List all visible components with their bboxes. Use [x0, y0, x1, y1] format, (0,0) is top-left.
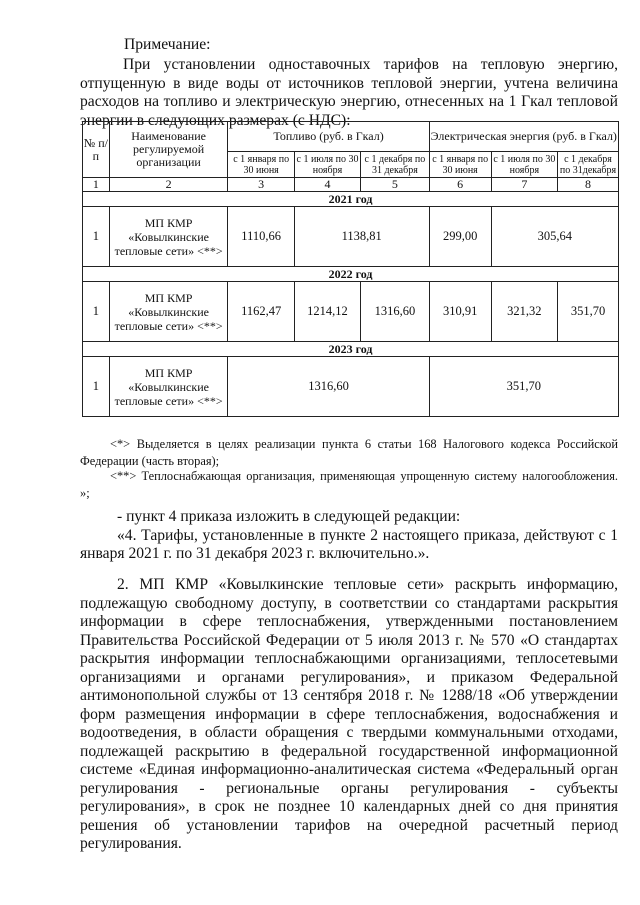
- electric-value: 310,91: [429, 282, 491, 342]
- row-number: 1: [83, 207, 110, 267]
- header-period: с 1 января по 30 июня: [429, 152, 491, 178]
- footnote-1: <*> Выделяется в целях реализации пункта 6 статьи 168 Налогового кодекса Российской Федерации (часть вторая);: [80, 437, 618, 468]
- fuel-value: 1162,47: [228, 282, 294, 342]
- org-name: МП КМР «Ковылкинские тепловые сети» <**>: [109, 357, 228, 417]
- footnote-2: <**> Теплоснабжающая организация, применяющая упрощенную систему налогообложения. »;: [80, 469, 618, 500]
- header-period: с 1 июля по 30 ноября: [491, 152, 557, 178]
- paragraph-2: 2. МП КМР «Ковылкинские тепловые сети» раскрыть информацию, подлежащую свободному доступу, в соответствии со стандартами раскрытия информации в сфере теплоснабжения, утвержденными постановлением Правительства Российской Федерации от 5 июля 2013 г. № 570 «О стандартах раскрытия информации теплоснабжающими организациями, теплосетевыми организациями и органами регулирования», и приказом Федеральной антимонопольной службы от 13 сентября 2018 г. № 1288/18 «Об утверждении форм размещения информации в сфере теплоснабжения, водоснабжения и водоотведения, в области обращения с твердыми коммунальными отходами, подлежащей раскрытию в федеральной государственной информационной системе «Единая информационно-аналитическая система «Федеральный орган регулирования - региональные органы регулирования - субъекты регулирования», в срок не позднее 10 календарных дней со дня принятия решения об установлении тарифов на очередной расчетный период регулирования.: [80, 576, 618, 852]
- row-number: 1: [83, 282, 110, 342]
- col-number: 4: [294, 178, 360, 192]
- col-number: 8: [558, 178, 619, 192]
- fuel-value: 1316,60: [361, 282, 429, 342]
- header-electric: Электрическая энергия (руб. в Гкал): [429, 122, 618, 152]
- item4-block: [80, 508, 618, 564]
- col-number: 1: [83, 178, 110, 192]
- org-name: МП КМР «Ковылкинские тепловые сети» <**>: [109, 282, 228, 342]
- header-period: с 1 июля по 30 ноября: [294, 152, 360, 178]
- col-number: 7: [491, 178, 557, 192]
- table-row: [83, 207, 619, 267]
- fuel-value: 1316,60: [228, 357, 429, 417]
- item4-line1: - пункт 4 приказа изложить в следующей редакции:: [117, 508, 461, 525]
- tariff-table: [82, 121, 619, 417]
- header-org: Наименование регулируемой организации: [109, 122, 228, 178]
- table-row: [83, 282, 619, 342]
- year-header: 2022 год: [83, 267, 619, 282]
- header-no: № п/п: [83, 122, 110, 178]
- header-period: с 1 января по 30 июня: [228, 152, 294, 178]
- col-number: 3: [228, 178, 294, 192]
- col-number: 5: [361, 178, 429, 192]
- year-header: 2023 год: [83, 342, 619, 357]
- header-fuel: Топливо (руб. в Гкал): [228, 122, 429, 152]
- fuel-value: 1214,12: [294, 282, 360, 342]
- column-number-row: [83, 178, 619, 192]
- header-period: с 1 декабря по 31 декабря: [361, 152, 429, 178]
- electric-value: 299,00: [429, 207, 491, 267]
- org-name: МП КМР «Ковылкинские тепловые сети» <**>: [109, 207, 228, 267]
- col-number: 2: [109, 178, 228, 192]
- note-title: Примечание:: [124, 36, 211, 53]
- fuel-value: 1138,81: [294, 207, 429, 267]
- header-period: с 1 декабря по 31декабря: [558, 152, 619, 178]
- electric-value: 305,64: [491, 207, 618, 267]
- item4-line2: «4. Тарифы, установленные в пункте 2 настоящего приказа, действуют с 1 января 2021 г. по 31 декабря 2023 г. включительно.».: [80, 526, 618, 562]
- electric-value: 351,70: [558, 282, 619, 342]
- year-header: 2021 год: [83, 192, 619, 207]
- row-number: 1: [83, 357, 110, 417]
- electric-value: 321,32: [491, 282, 557, 342]
- table-row: [83, 357, 619, 417]
- fuel-value: 1110,66: [228, 207, 294, 267]
- col-number: 6: [429, 178, 491, 192]
- electric-value: 351,70: [429, 357, 618, 417]
- note-paragraph: При установлении одноставочных тарифов на тепловую энергию, отпущенную в виде воды от источников тепловой энергии, учтена величина расходов на топливо и электрическую энергию, отнесенных на 1 Гкал тепловой энергии в следующих размерах (с НДС):: [80, 56, 618, 129]
